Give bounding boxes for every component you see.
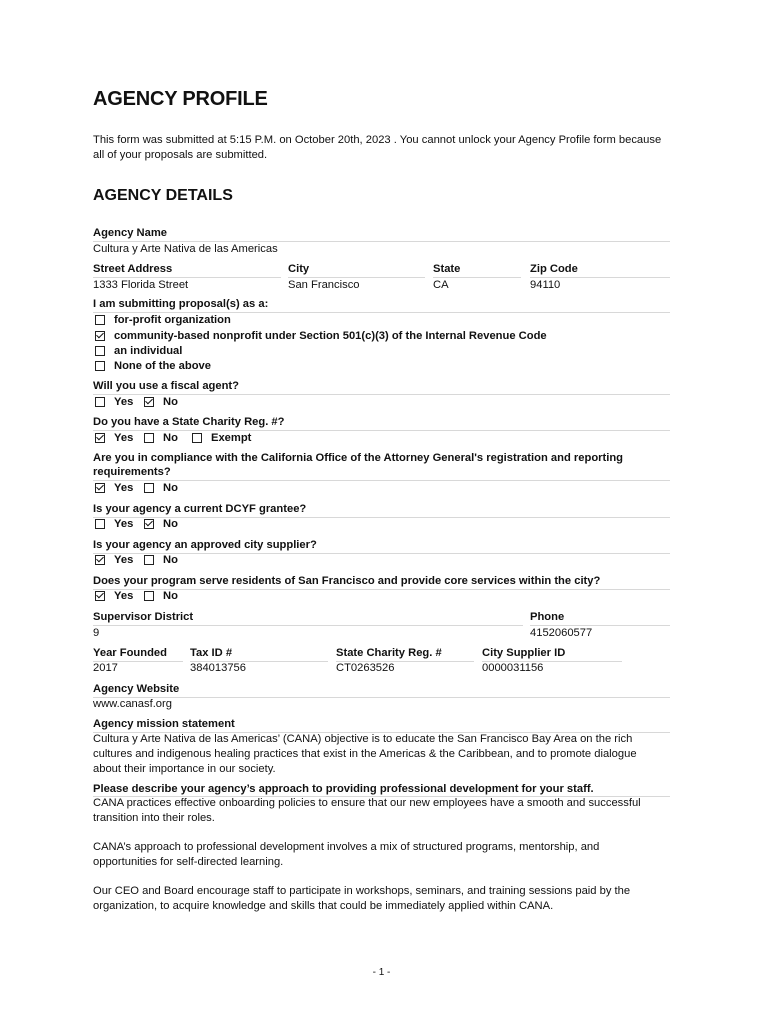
option-individual[interactable]: an individual [95,344,182,358]
checkbox[interactable] [95,346,105,356]
city-supplier-yes[interactable]: Yes [95,553,133,567]
dcyf-yes[interactable]: Yes [95,517,133,531]
checkbox[interactable] [95,519,105,529]
fiscal-agent-no[interactable]: No [144,395,178,409]
divider [93,480,670,481]
divider [93,553,670,554]
compliance-no[interactable]: No [144,481,178,495]
charity-reg-exempt[interactable]: Exempt [192,431,251,445]
checkbox[interactable] [192,433,202,443]
dcyf-label: Is your agency a current DCYF grantee? [93,503,307,515]
checkbox[interactable] [95,397,105,407]
street-address-value: 1333 Florida Street [93,279,189,291]
phone-label: Phone [530,611,565,623]
city-label: City [288,263,310,275]
state-label: State [433,263,461,275]
option-for-profit[interactable]: for-profit organization [95,313,231,327]
serve-sf-yes[interactable]: Yes [95,589,133,603]
divider [93,589,670,590]
agency-name-label: Agency Name [93,227,167,239]
prof-dev-label: Please describe your agency’s approach to providing professional development for your staff. [93,783,594,795]
page-title: AGENCY PROFILE [93,88,268,110]
serve-sf-label: Does your program serve residents of San Francisco and provide core services within the city? [93,575,601,587]
serve-sf-no[interactable]: No [144,589,178,603]
zip-code-label: Zip Code [530,263,578,275]
dcyf-no[interactable]: No [144,517,178,531]
compliance-yes[interactable]: Yes [95,481,133,495]
divider [93,394,670,395]
checkbox[interactable] [95,361,105,371]
option-none-of-above[interactable]: None of the above [95,359,211,373]
supervisor-district-label: Supervisor District [93,611,194,623]
divider [93,697,670,698]
city-supplier-no[interactable]: No [144,553,178,567]
submitting-as-label: I am submitting proposal(s) as a: [93,298,269,310]
phone-value: 4152060577 [530,627,593,639]
state-charity-no-label: State Charity Reg. # [336,647,442,659]
charity-reg-label: Do you have a State Charity Reg. #? [93,416,285,428]
city-value: San Francisco [288,279,360,291]
zip-code-value: 94110 [530,279,561,291]
checkbox[interactable] [144,483,154,493]
mission-label: Agency mission statement [93,718,235,730]
tax-id-value: 384013756 [190,662,246,674]
prof-dev-paragraph-3: Our CEO and Board encourage staff to participate in workshops, seminars, and training sessions paid by the organization, to acquire knowledge and skills that could be immediately applied within CANA. [93,885,631,912]
fiscal-agent-yes[interactable]: Yes [95,395,133,409]
checkbox[interactable] [95,331,105,341]
compliance-label: Are you in compliance with the California Office of the Attorney General's registration and reporting requirements? [93,452,624,478]
checkbox[interactable] [95,483,105,493]
prof-dev-paragraph-1: CANA practices effective onboarding policies to ensure that our new employees have a smooth and successful transition into their roles. [93,797,641,824]
submission-notice: This form was submitted at 5:15 P.M. on October 20th, 2023 . You cannot unlock your Agency Profile form because all of your proposals are submitted. [93,134,662,161]
checkbox[interactable] [144,591,154,601]
divider [93,517,670,518]
agency-name-value: Cultura y Arte Nativa de las Americas [93,243,278,255]
year-founded-value: 2017 [93,662,118,674]
fiscal-agent-label: Will you use a fiscal agent? [93,380,239,392]
state-charity-no-value: CT0263526 [336,662,395,674]
city-supplier-label: Is your agency an approved city supplier? [93,539,317,551]
city-supplier-id-label: City Supplier ID [482,647,566,659]
city-supplier-id-value: 0000031156 [482,662,544,674]
divider [93,625,523,626]
charity-reg-no[interactable]: No [144,431,178,445]
checkbox[interactable] [95,315,105,325]
checkbox[interactable] [95,433,105,443]
tax-id-label: Tax ID # [190,647,233,659]
street-address-label: Street Address [93,263,173,275]
option-nonprofit[interactable]: community-based nonprofit under Section 501(c)(3) of the Internal Revenue Code [95,329,547,343]
mission-value: Cultura y Arte Nativa de las Americas’ (CANA) objective is to educate the San Francisco Bay Area on the rich cultures and indigenous healing practices that exist in the Americas & the Caribbean, and to promote dialogue about their importance in our society. [93,733,637,775]
page-number: - 1 - [372,967,391,978]
checkbox[interactable] [95,555,105,565]
divider [93,430,670,431]
supervisor-district-value: 9 [93,627,100,639]
charity-reg-yes[interactable]: Yes [95,431,133,445]
checkbox[interactable] [144,397,154,407]
agency-website-value: www.canasf.org [93,698,172,710]
checkbox[interactable] [144,433,154,443]
agency-website-label: Agency Website [93,683,180,695]
year-founded-label: Year Founded [93,647,167,659]
checkbox[interactable] [144,519,154,529]
prof-dev-paragraph-2: CANA’s approach to professional development involves a mix of structured programs, mentorship, and opportunities for self-directed learning. [93,841,600,868]
checkbox[interactable] [95,591,105,601]
checkbox[interactable] [144,555,154,565]
state-value: CA [433,279,449,291]
section-title: AGENCY DETAILS [93,187,233,204]
